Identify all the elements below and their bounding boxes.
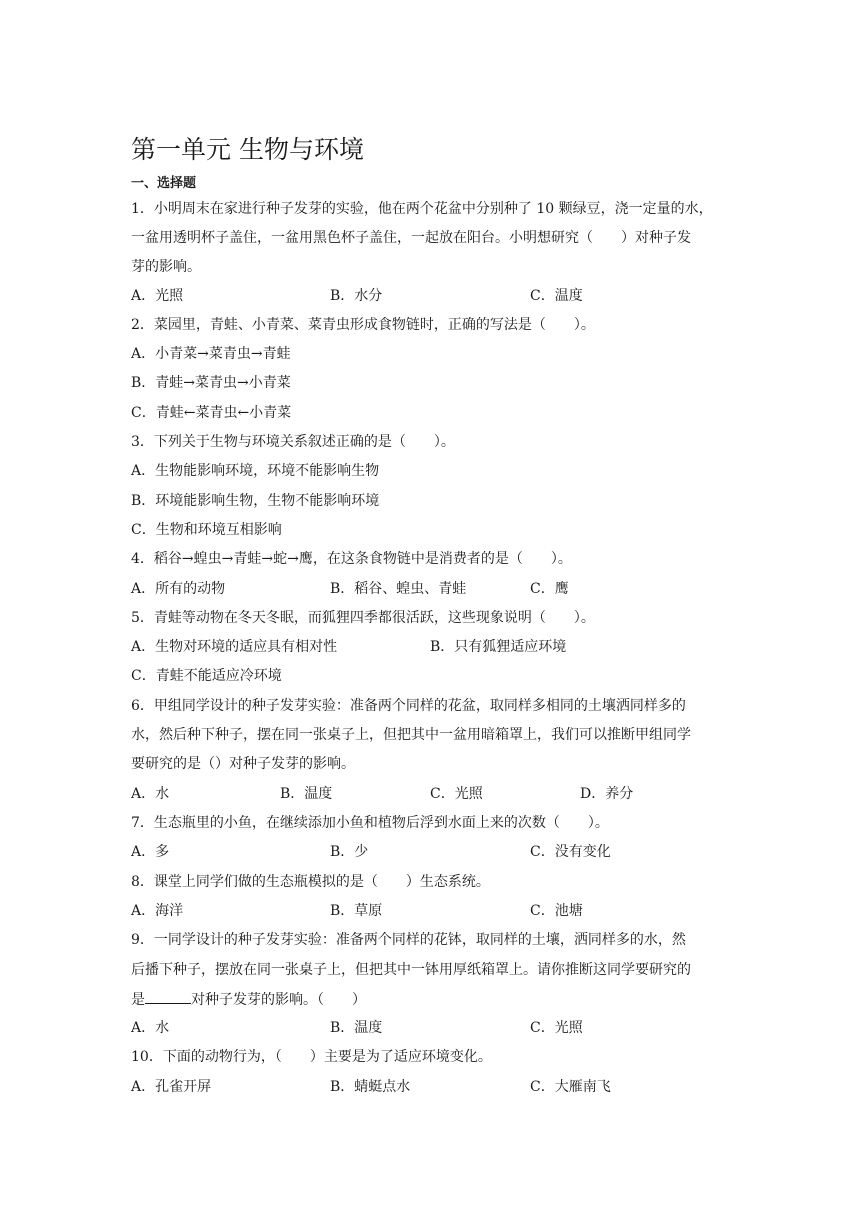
question-7-option-a[interactable]: A．多 (131, 844, 170, 860)
question-2-option-c[interactable]: C．青蛙←菜青虫←小青菜 (131, 405, 292, 421)
question-5-text: 5．青蛙等动物在冬天冬眠，而狐狸四季都很活跃，这些现象说明（ ）。 (131, 610, 595, 626)
question-3-option-c[interactable]: C．生物和环境互相影响 (131, 522, 282, 538)
question-6-option-b[interactable]: B．温度 (280, 786, 333, 802)
question-9-option-b[interactable]: B．温度 (330, 1020, 383, 1036)
fill-in-blank[interactable] (145, 989, 191, 1004)
question-10-option-c[interactable]: C．大雁南飞 (530, 1079, 611, 1095)
question-6-option-a[interactable]: A．水 (131, 786, 170, 802)
question-1-option-b[interactable]: B．水分 (330, 288, 383, 304)
question-1-text-line-1: 1．小明周末在家进行种子发芽的实验，他在两个花盆中分别种了 10 颗绿豆，浇一定量的水， (131, 201, 713, 217)
question-9-line-3-end: 对种子发芽的影响。（ ） (191, 992, 366, 1008)
question-2-text: 2．菜园里，青蛙、小青菜、菜青虫形成食物链时，正确的写法是（ ）。 (131, 317, 595, 333)
question-6-text-line-1: 6．甲组同学设计的种子发芽实验：准备两个同样的花盆，取同样多相同的土壤洒同样多的 (131, 698, 686, 714)
question-8-text: 8．课堂上同学们做的生态瓶模拟的是（ ）生态系统。 (131, 874, 490, 890)
question-4-option-a[interactable]: A．所有的动物 (131, 581, 226, 597)
question-4-option-c[interactable]: C．鹰 (530, 581, 569, 597)
question-1-option-c[interactable]: C．温度 (530, 288, 583, 304)
question-3-option-b[interactable]: B．环境能影响生物，生物不能影响环境 (131, 493, 380, 509)
question-6-text-line-3: 要研究的是（）对种子发芽的影响。 (131, 756, 355, 772)
page-title: 第一单元 生物与环境 (131, 135, 364, 164)
question-7-option-c[interactable]: C．没有变化 (530, 844, 611, 860)
question-3-text: 3．下列关于生物与环境关系叙述正确的是（ ）。 (131, 434, 455, 450)
question-10-option-b[interactable]: B．蜻蜓点水 (330, 1079, 411, 1095)
question-9-line-3-start: 是 (131, 992, 145, 1008)
question-5-option-c[interactable]: C．青蛙不能适应冷环境 (131, 668, 282, 684)
question-7-option-b[interactable]: B．少 (330, 844, 369, 860)
question-9-text-line-1: 9．一同学设计的种子发芽实验：准备两个同样的花钵，取同样的土壤，洒同样多的水，然 (131, 932, 686, 948)
question-4-option-b[interactable]: B．稻谷、蝗虫、青蛙 (330, 581, 467, 597)
question-6-option-c[interactable]: C．光照 (430, 786, 483, 802)
question-9-option-c[interactable]: C．光照 (530, 1020, 583, 1036)
question-10-text: 10．下面的动物行为，（ ）主要是为了适应环境变化。 (131, 1049, 492, 1065)
question-1-text-line-3: 芽的影响。 (131, 259, 201, 275)
question-10-option-a[interactable]: A．孔雀开屏 (131, 1079, 212, 1095)
question-2-option-b[interactable]: B．青蛙→菜青虫→小青菜 (131, 375, 291, 391)
question-9-text-line-2: 后播下种子，摆放在同一张桌子上，但把其中一钵用厚纸箱罩上。请你推断这同学要研究的 (131, 962, 691, 978)
question-9-text-line-3 (131, 989, 366, 1010)
question-1-text-line-2: 一盆用透明杯子盖住，一盆用黑色杯子盖住，一起放在阳台。小明想研究（ ）对种子发 (131, 230, 691, 246)
question-5-option-b[interactable]: B．只有狐狸适应环境 (430, 639, 567, 655)
question-9-option-a[interactable]: A．水 (131, 1020, 170, 1036)
question-8-option-c[interactable]: C．池塘 (530, 903, 583, 919)
question-1-option-a[interactable]: A．光照 (131, 288, 184, 304)
section-heading: 一、选择题 (131, 176, 197, 191)
question-6-option-d[interactable]: D．养分 (580, 786, 634, 802)
question-5-option-a[interactable]: A．生物对环境的适应具有相对性 (131, 639, 338, 655)
question-7-text: 7．生态瓶里的小鱼，在继续添加小鱼和植物后浮到水面上来的次数（ ）。 (131, 815, 609, 831)
question-8-option-b[interactable]: B．草原 (330, 903, 383, 919)
question-2-option-a[interactable]: A．小青菜→菜青虫→青蛙 (131, 346, 291, 362)
question-6-text-line-2: 水，然后种下种子，摆在同一张桌子上，但把其中一盆用暗箱罩上，我们可以推断甲组同学 (131, 727, 691, 743)
question-8-option-a[interactable]: A．海洋 (131, 903, 184, 919)
question-3-option-a[interactable]: A．生物能影响环境，环境不能影响生物 (131, 463, 380, 479)
question-4-text: 4．稻谷→蝗虫→青蛙→蛇→鹰，在这条食物链中是消费者的是（ ）。 (131, 551, 572, 567)
